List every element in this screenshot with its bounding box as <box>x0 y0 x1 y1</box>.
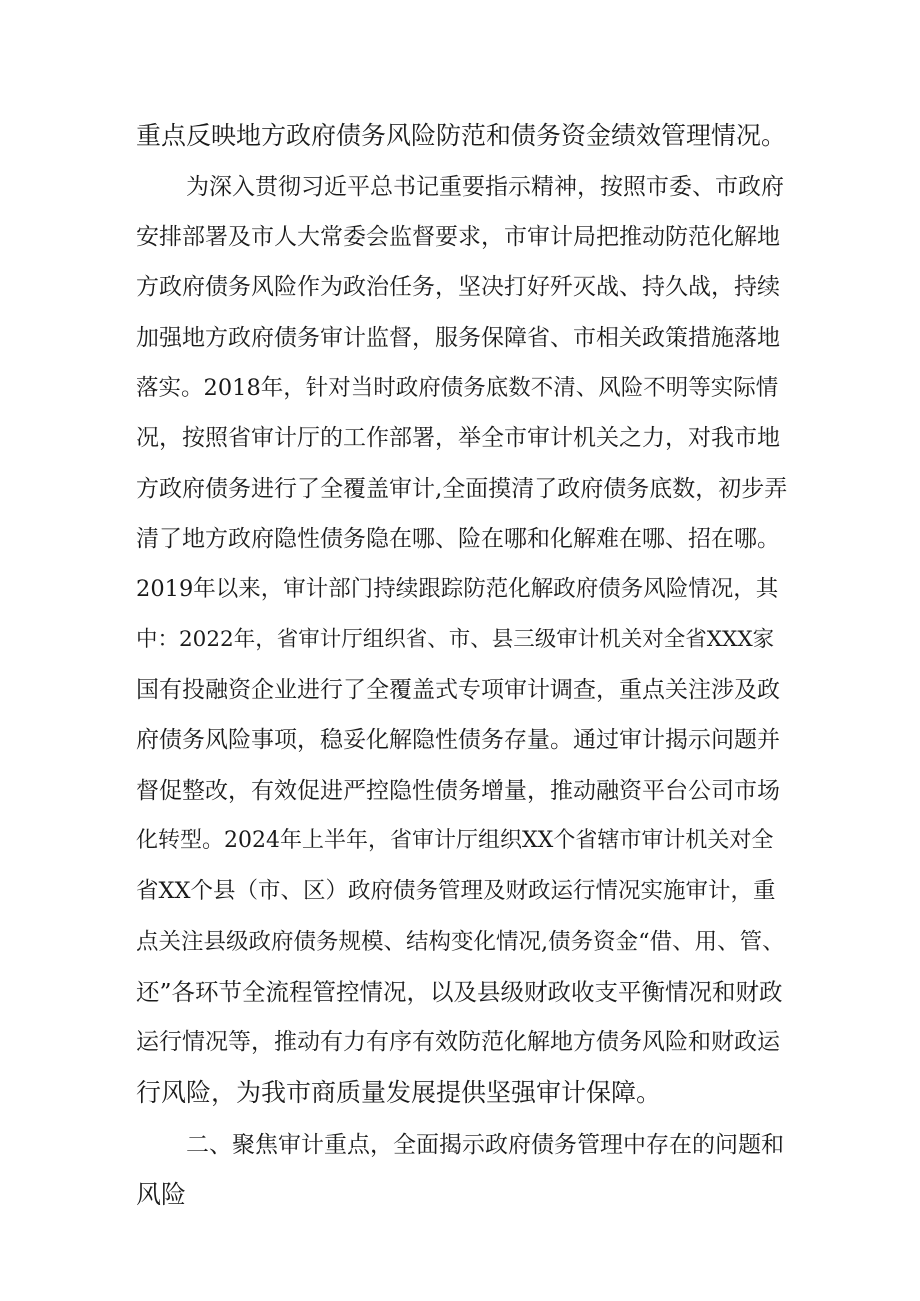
text-line: 督促整改，有效促进严控隐性债务增量，推动融资平台公司市场 <box>136 778 780 804</box>
text-line: 运行情况等，推动有力有序有效防范化解地方债务风险和财政运 <box>136 1029 780 1055</box>
text-line: 况，按照省审计厅的工作部署，举全市审计机关之力，对我市地 <box>136 425 780 451</box>
text-line: 点关注县级政府债务规模、结构变化情况,债务资金“借、用、管、 <box>136 929 785 955</box>
text-line: 行风险，为我市商质量发展提供坚强审计保障。 <box>136 1078 662 1107</box>
text-line: 落实。2018年，针对当时政府债务底数不清、风险不明等实际情 <box>136 375 779 401</box>
text-line: 方政府债务风险作为政治任务，坚决打好歼灭战、持久战，持续 <box>136 274 780 300</box>
section-heading: 二、聚焦审计重点，全面揭示政府债务管理中存在的问题和 <box>186 1132 784 1158</box>
text-line: 重点反映地方政府债务风险防范和债务资金绩效管理情况。 <box>136 121 787 150</box>
text-line: 国有投融资企业进行了全覆盖式专项审计调查，重点关注涉及政 <box>136 677 780 703</box>
text-line: 2019年以来，审计部门持续跟踪防范化解政府债务风险情况，其 <box>136 576 779 602</box>
text-line: 还”各环节全流程管控情况，以及县级财政收支平衡情况和财政 <box>136 978 783 1006</box>
text-line: 化转型。2024年上半年，省审计厅组织XX个省辖市审计机关对全 <box>136 828 774 853</box>
text-line: 方政府债务进行了全覆盖审计,全面摸清了政府债务底数，初步弄 <box>136 476 788 502</box>
text-line: 为深入贯彻习近平总书记重要指示精神，按照市委、市政府 <box>186 174 784 200</box>
text-line: 省XX个县（市、区）政府债务管理及财政运行情况实施审计，重 <box>136 878 776 904</box>
text-line: 加强地方政府债务审计监督，服务保障省、市相关政策措施落地 <box>136 325 780 351</box>
text-line: 清了地方政府隐性债务隐在哪、险在哪和化解难在哪、招在哪。 <box>136 526 780 552</box>
text-line: 安排部署及市人大常委会监督要求，市审计局把推动防范化解地 <box>136 224 780 250</box>
text-line: 府债务风险事项，稳妥化解隐性债务存量。通过审计揭示问题并 <box>136 727 780 753</box>
text-line: 中：2022年，省审计厅组织省、市、县三级审计机关对全省XXX家 <box>136 627 775 652</box>
section-heading-continuation: 风险 <box>136 1180 187 1209</box>
